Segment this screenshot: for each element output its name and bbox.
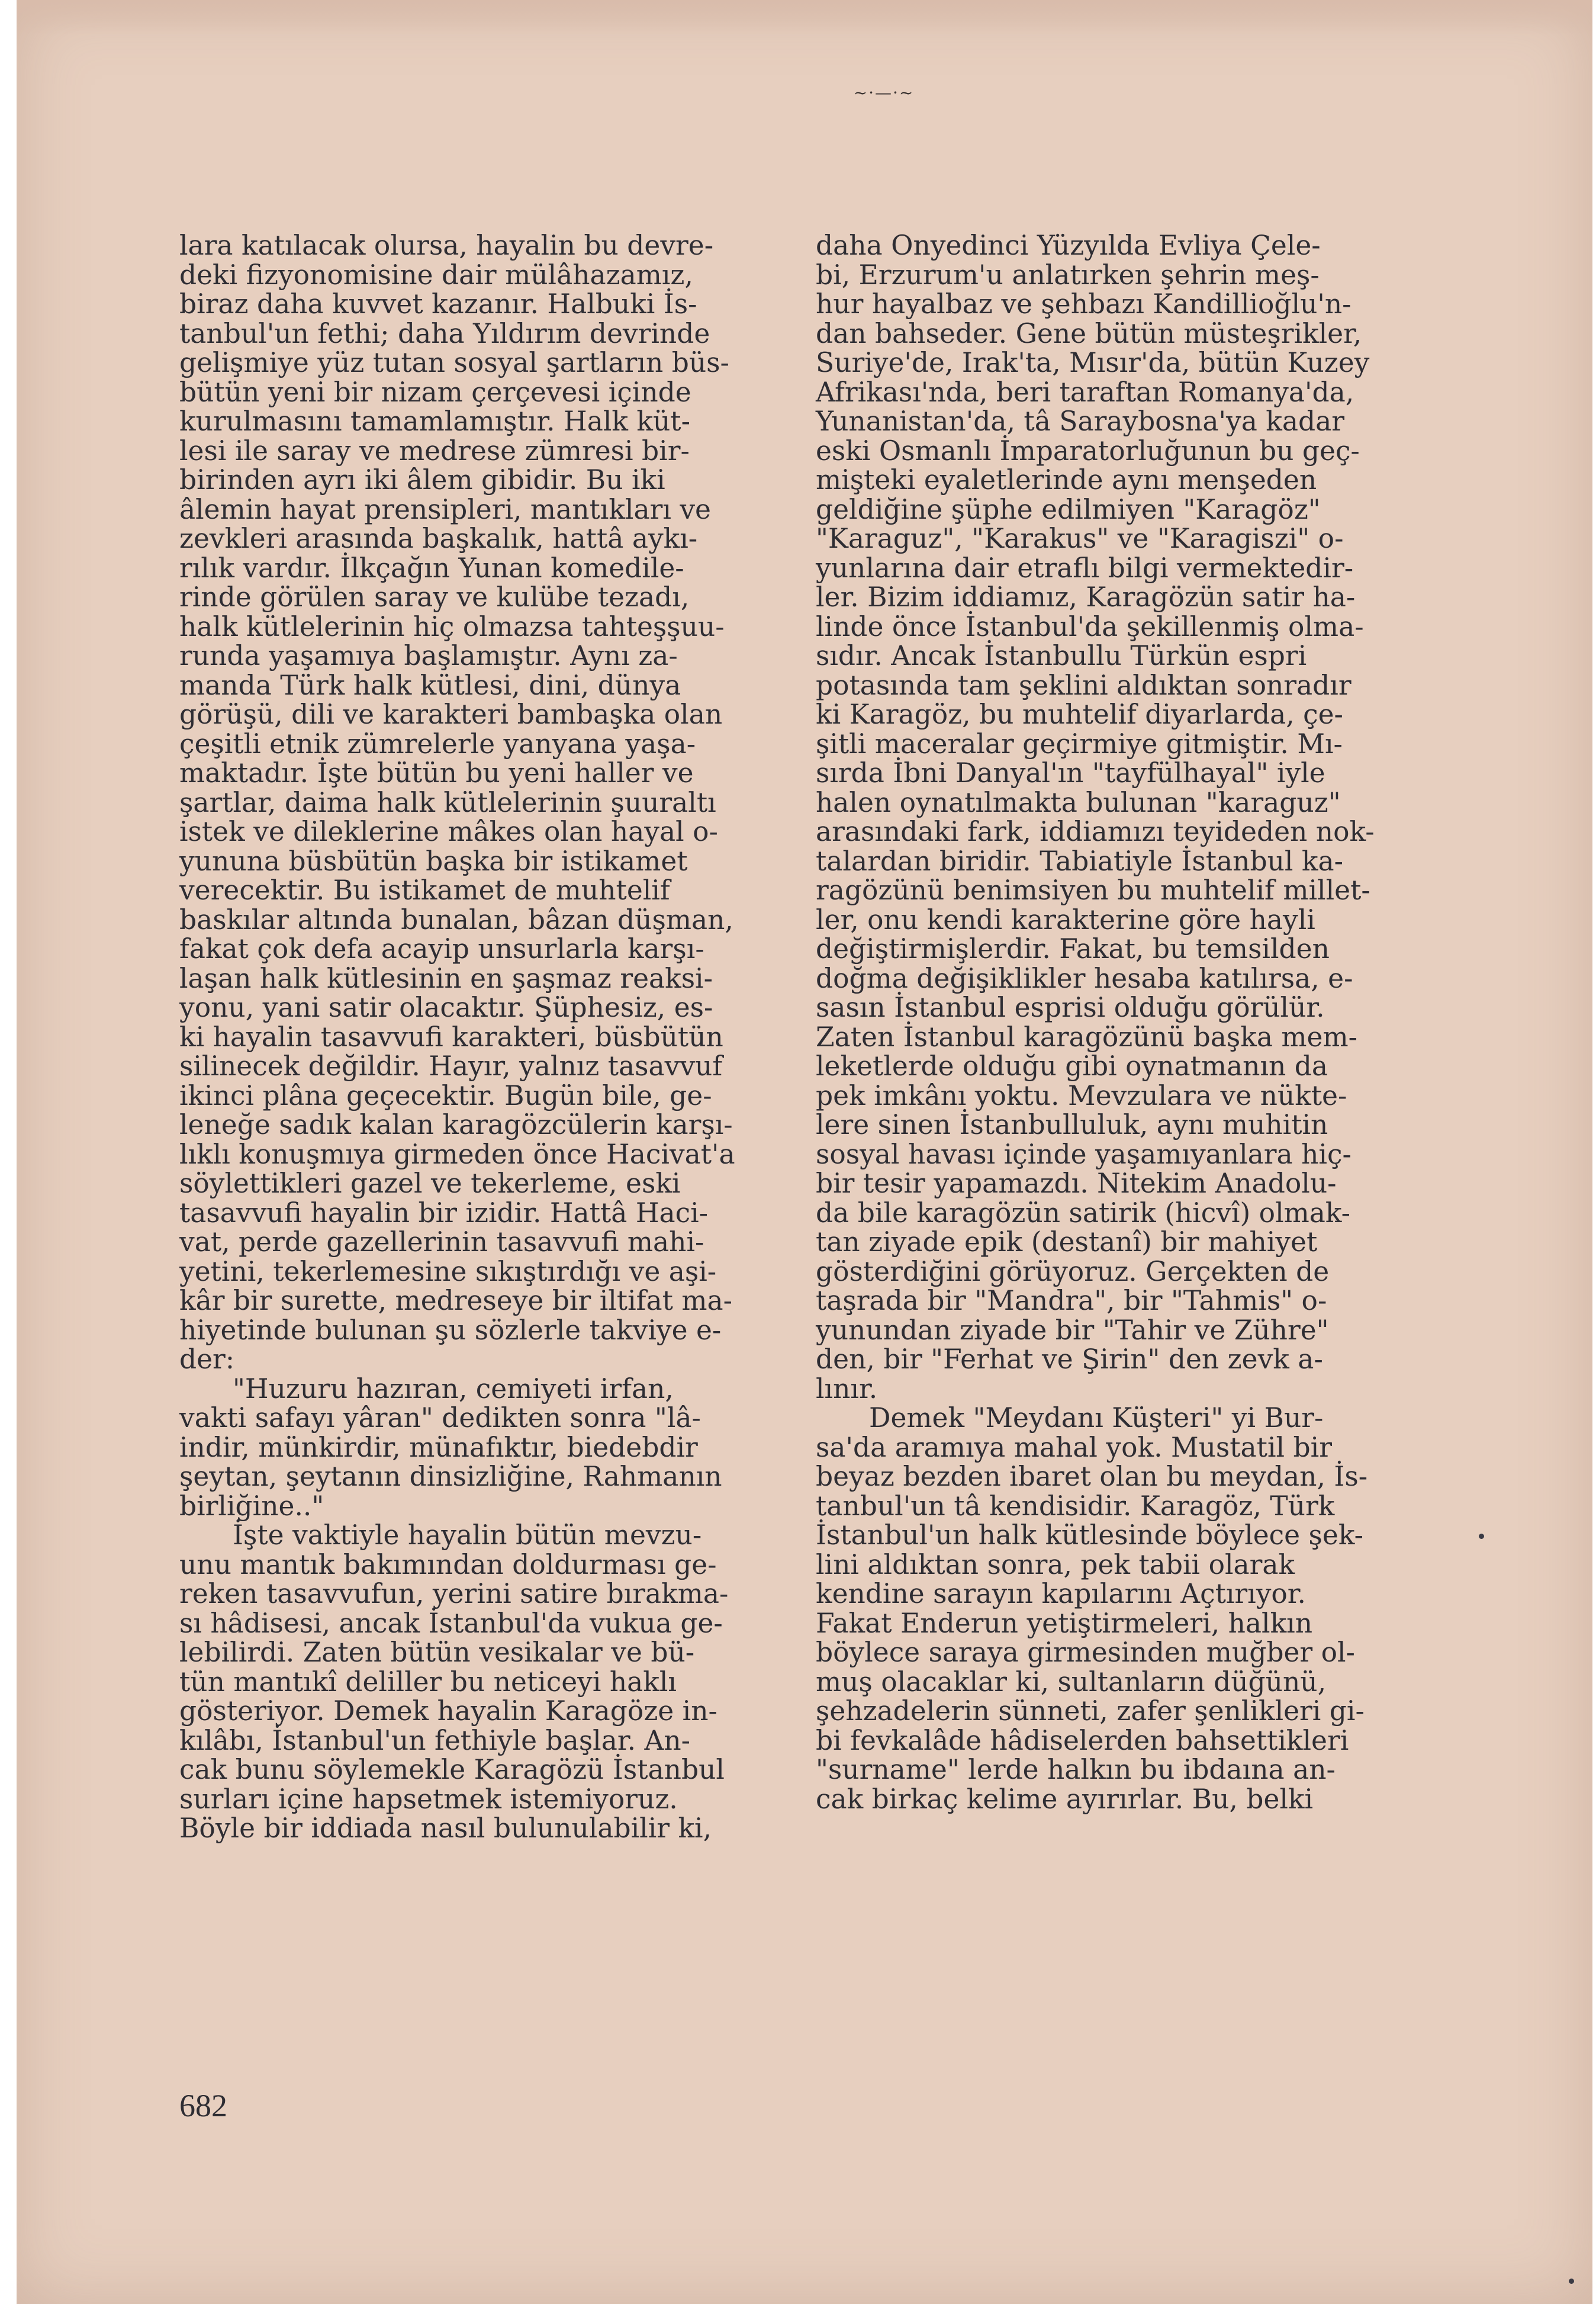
text-line: silinecek değildir. Hayır, yalnız tasavvuf: [179, 1050, 723, 1082]
text-line: ler. Bizim iddiamız, Karagözün satir ha-: [816, 581, 1356, 613]
text-line: cak birkaç kelime ayırırlar. Bu, belki: [816, 1783, 1314, 1815]
paper-page: [17, 0, 1592, 2304]
text-line: sa'da aramıya mahal yok. Mustatil bir: [816, 1431, 1332, 1463]
text-line: maktadır. İşte bütün bu yeni haller ve: [179, 757, 694, 789]
text-line: bi, Erzurum'u anlatırken şehrin meş-: [816, 259, 1320, 291]
text-line: lebilirdi. Zaten bütün vesikalar ve bü-: [179, 1637, 695, 1668]
text-line: sasın İstanbul esprisi olduğu görülür.: [816, 992, 1325, 1023]
text-line: sırda İbni Danyal'ın "tayfülhayal" iyle: [816, 757, 1325, 789]
text-line: sı hâdisesi, ancak İstanbul'da vukua ge-: [179, 1607, 723, 1639]
text-line: "Karaguz", "Karakus" ve "Karagiszi" o-: [816, 523, 1344, 554]
text-line: lınır.: [816, 1373, 878, 1405]
text-line: mişteki eyaletlerinde aynı menşeden: [816, 464, 1317, 496]
text-line: tanbul'un tâ kendisidir. Karagöz, Türk: [816, 1490, 1335, 1522]
text-line: lere sinen İstanbulluluk, aynı muhitin: [816, 1109, 1328, 1140]
text-line: şitli maceralar geçirmiye gitmiştir. Mı-: [816, 728, 1343, 760]
text-line: yonu, yani satir olacaktır. Şüphesiz, es-: [179, 992, 713, 1023]
text-line: linde önce İstanbul'da şekillenmiş olma-: [816, 610, 1364, 642]
text-line: lıklı konuşmıya girmeden önce Hacivat'a: [179, 1138, 735, 1170]
text-line: leneğe sadık kalan karagözcülerin karşı-: [179, 1109, 733, 1140]
text-line: fakat çok defa acayip unsurlarla karşı-: [179, 933, 704, 965]
text-line: bi fevkalâde hâdiselerden bahsettikleri: [816, 1724, 1349, 1756]
left-text-column: [179, 231, 748, 1843]
text-line: söylettikleri gazel ve tekerleme, eski: [179, 1168, 681, 1199]
text-line: arasındaki fark, iddiamızı teyideden nok-: [816, 816, 1375, 847]
text-line: verecektir. Bu istikamet de muhtelif: [179, 875, 670, 906]
text-line: değiştirmişlerdir. Fakat, bu temsilden: [816, 933, 1330, 965]
text-line: pek imkânı yoktu. Mevzulara ve nükte-: [816, 1079, 1347, 1111]
text-line: böylece saraya girmesinden muğber ol-: [816, 1637, 1355, 1668]
text-line: ikinci plâna geçecektir. Bugün bile, ge-: [179, 1079, 712, 1111]
text-line: şeytan, şeytanın dinsizliğine, Rahmanın: [179, 1461, 722, 1492]
text-line: hur hayalbaz ve şehbazı Kandillioğlu'n-: [816, 288, 1352, 320]
text-line: Afrikası'nda, beri taraftan Romanya'da,: [816, 376, 1354, 408]
text-line: da bile karagözün satirik (hicvî) olmak-: [816, 1197, 1351, 1229]
text-line: Demek "Meydanı Küşteri" yi Bur-: [869, 1402, 1324, 1434]
text-line: muş olacaklar ki, sultanların düğünü,: [816, 1666, 1327, 1698]
text-line: potasında tam şeklini aldıktan sonradır: [816, 669, 1352, 701]
text-line: gelişmiye yüz tutan sosyal şartların büs-: [179, 347, 729, 378]
text-line: vakti safayı yâran" dedikten sonra "lâ-: [179, 1402, 701, 1434]
text-line: birinden ayrı iki âlem gibidir. Bu iki: [179, 464, 665, 496]
text-line: ki hayalin tasavvufi karakteri, büsbütün: [179, 1021, 723, 1053]
header-ornament: ~·—·~: [853, 83, 915, 102]
text-line: İstanbul'un halk kütlesinde böylece şek-: [816, 1519, 1363, 1551]
text-line: ki Karagöz, bu muhtelif diyarlarda, çe-: [816, 699, 1343, 730]
text-line: sosyal havası içinde yaşamıyanlara hiç-: [816, 1138, 1352, 1170]
text-line: İşte vaktiyle hayalin bütün mevzu-: [233, 1519, 702, 1551]
text-line: sıdır. Ancak İstanbullu Türkün espri: [816, 640, 1307, 671]
text-line: halk kütlelerinin hiç olmazsa tahteşşuu-: [179, 610, 725, 642]
text-line: tan ziyade epik (destanî) bir mahiyet: [816, 1226, 1318, 1258]
text-line: ragözünü benimsiyen bu muhtelif millet-: [816, 875, 1370, 906]
text-line: reken tasavvufun, yerini satire bırakma-: [179, 1578, 729, 1609]
text-line: Böyle bir iddiada nasıl bulunulabilir ki,: [179, 1813, 712, 1844]
text-line: şehzadelerin sünneti, zafer şenlikleri gi-: [816, 1695, 1365, 1727]
ink-speck: [1479, 1534, 1484, 1539]
text-line: den, bir "Ferhat ve Şirin" den zevk a-: [816, 1344, 1323, 1375]
text-line: tasavvufi hayalin bir izidir. Hattâ Haci-: [179, 1197, 709, 1229]
text-line: kılâbı, İstanbul'un fethiyle başlar. An-: [179, 1724, 691, 1756]
text-line: tün mantıkî deliller bu neticeyi haklı: [179, 1666, 677, 1698]
text-line: lini aldıktan sonra, pek tabii olarak: [816, 1548, 1295, 1580]
text-line: laşan halk kütlesinin en şaşmaz reaksi-: [179, 962, 713, 994]
text-line: istek ve dileklerine mâkes olan hayal o-: [179, 816, 718, 847]
text-line: birliğine..": [179, 1490, 324, 1522]
text-line: biraz daha kuvvet kazanır. Halbuki İs-: [179, 288, 697, 320]
text-line: manda Türk halk kütlesi, dini, dünya: [179, 669, 681, 701]
text-line: âlemin hayat prensipleri, mantıkları ve: [179, 493, 711, 525]
text-line: vat, perde gazellerinin tasavvufi mahi-: [179, 1226, 704, 1258]
text-line: yunlarına dair etraflı bilgi vermektedir-: [816, 552, 1354, 584]
text-line: rılık vardır. İlkçağın Yunan komedile-: [179, 552, 684, 584]
text-line: ler, onu kendi karakterine göre hayli: [816, 904, 1315, 936]
text-line: Zaten İstanbul karagözünü başka mem-: [816, 1021, 1357, 1053]
text-line: yununa büsbütün başka bir istikamet: [179, 845, 688, 877]
page-number: 682: [179, 2088, 227, 2123]
text-line: bir tesir yapamazdı. Nitekim Anadolu-: [816, 1168, 1337, 1199]
text-line: tanbul'un fethi; daha Yıldırım devrinde: [179, 317, 710, 349]
text-line: "Huzuru hazıran, cemiyeti irfan,: [233, 1373, 674, 1405]
text-line: Suriye'de, Irak'ta, Mısır'da, bütün Kuzey: [816, 347, 1370, 378]
text-line: hiyetinde bulunan şu sözlerle takviye e-: [179, 1314, 722, 1346]
text-line: indir, münkirdir, münafıktır, biedebdir: [179, 1431, 698, 1463]
text-line: dan bahseder. Gene bütün müsteşrikler,: [816, 317, 1362, 349]
text-line: surları içine hapsetmek istemiyoruz.: [179, 1783, 678, 1815]
text-line: daha Onyedinci Yüzyılda Evliya Çele-: [816, 230, 1321, 261]
text-line: kâr bir surette, medreseye bir iltifat ma-: [179, 1285, 732, 1316]
text-line: Yunanistan'da, tâ Saraybosna'ya kadar: [816, 406, 1344, 437]
text-line: kendine sarayın kapılarını Açtırıyor.: [816, 1578, 1307, 1609]
text-line: lesi ile saray ve medrese zümresi bir-: [179, 435, 690, 467]
text-line: çeşitli etnik zümrelerle yanyana yaşa-: [179, 728, 696, 760]
text-line: yunundan ziyade bir "Tahir ve Zühre": [816, 1314, 1329, 1346]
text-line: yetini, tekerlemesine sıkıştırdığı ve aşi-: [179, 1255, 717, 1287]
text-line: baskılar altında bunalan, bâzan düşman,: [179, 904, 733, 936]
text-line: leketlerde olduğu gibi oynatmanın da: [816, 1050, 1328, 1082]
text-line: beyaz bezden ibaret olan bu meydan, İs-: [816, 1461, 1368, 1492]
text-line: taşrada bir "Mandra", bir "Tahmis" o-: [816, 1285, 1327, 1316]
text-line: zevkleri arasında başkalık, hattâ aykı-: [179, 523, 698, 554]
text-line: runda yaşamıya başlamıştır. Aynı za-: [179, 640, 678, 671]
text-line: eski Osmanlı İmparatorluğunun bu geç-: [816, 435, 1360, 467]
text-line: cak bunu söylemekle Karagözü İstanbul: [179, 1754, 725, 1785]
right-text-column: [816, 231, 1384, 1814]
text-line: kurulmasını tamamlamıştır. Halk küt-: [179, 406, 690, 437]
text-line: görüşü, dili ve karakteri bambaşka olan: [179, 699, 723, 730]
text-line: talardan biridir. Tabiatiyle İstanbul ka-: [816, 845, 1343, 877]
text-line: der:: [179, 1344, 235, 1375]
text-line: halen oynatılmakta bulunan "karaguz": [816, 786, 1341, 818]
text-line: unu mantık bakımından doldurması ge-: [179, 1548, 717, 1580]
text-line: "surname" lerde halkın bu ibdaına an-: [816, 1754, 1336, 1785]
ink-speck: [1569, 2279, 1574, 2284]
text-line: deki fizyonomisine dair mülâhazamız,: [179, 259, 693, 291]
text-line: rinde görülen saray ve kulübe tezadı,: [179, 581, 690, 613]
text-line: doğma değişiklikler hesaba katılırsa, e-: [816, 962, 1353, 994]
text-line: bütün yeni bir nizam çerçevesi içinde: [179, 376, 691, 408]
text-line: şartlar, daima halk kütlelerinin şuuraltı: [179, 786, 716, 818]
text-line: gösterdiğini görüyoruz. Gerçekten de: [816, 1255, 1330, 1287]
text-line: gösteriyor. Demek hayalin Karagöze in-: [179, 1695, 717, 1727]
text-line: lara katılacak olursa, hayalin bu devre-: [179, 230, 714, 261]
text-line: Fakat Enderun yetiştirmeleri, halkın: [816, 1607, 1313, 1639]
text-line: geldiğine şüphe edilmiyen "Karagöz": [816, 493, 1321, 525]
